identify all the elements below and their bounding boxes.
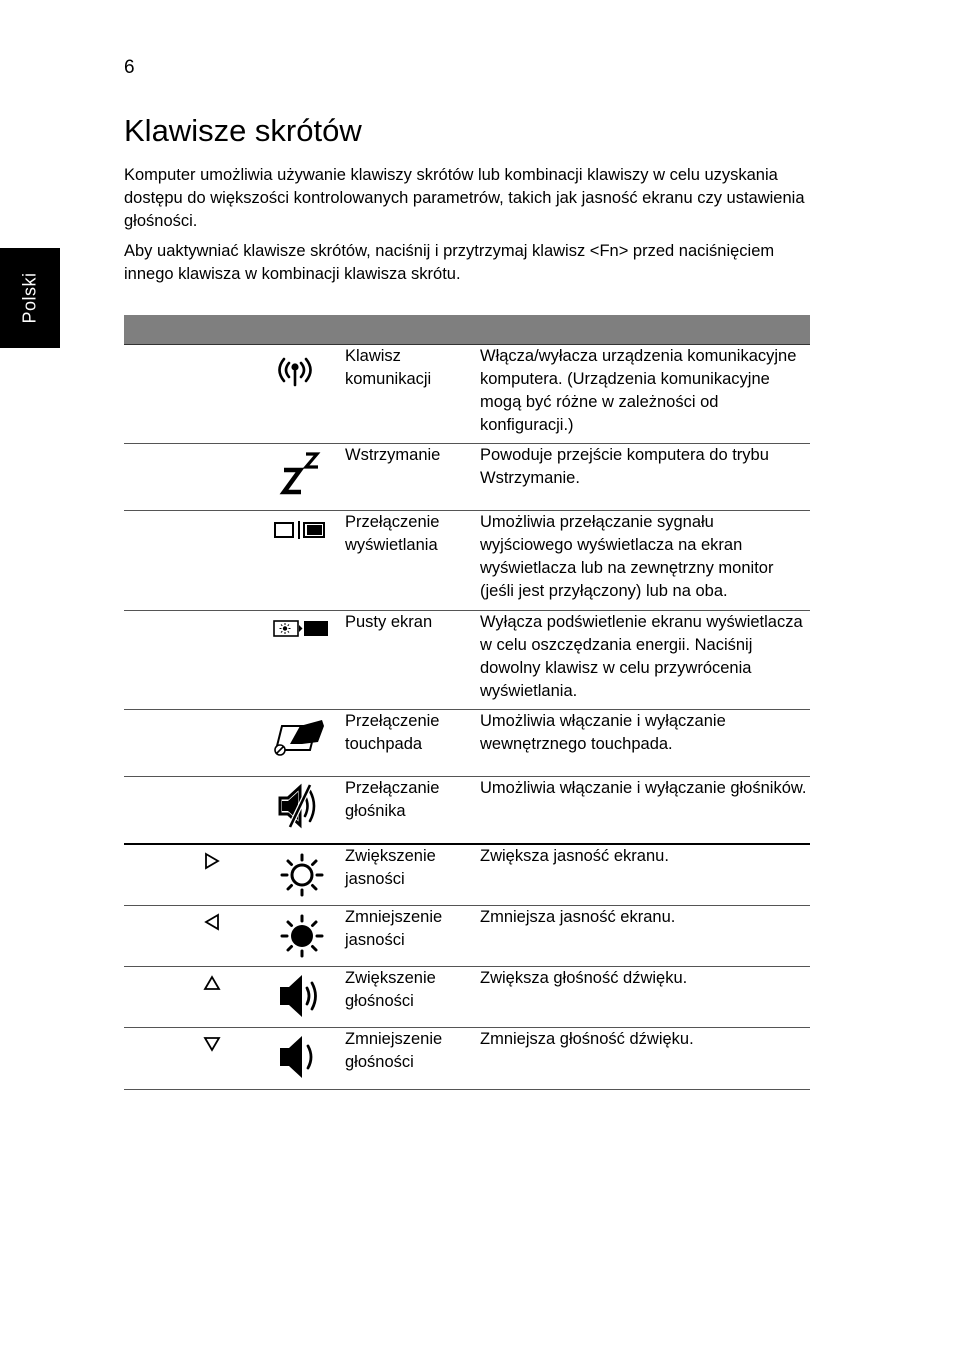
arrow-left-key-icon — [202, 912, 222, 932]
table-row — [124, 444, 810, 511]
function-description: Zwiększa jasność ekranu. — [480, 847, 669, 865]
wireless-icon — [272, 349, 328, 399]
table-row — [124, 777, 810, 845]
function-name: Zmniejszenie głośności — [345, 1030, 443, 1071]
function-name: Zwiększenie głośności — [345, 969, 436, 1010]
function-description: Zwiększa głośność dźwięku. — [480, 969, 688, 987]
function-description: Zmniejsza jasność ekranu. — [480, 908, 676, 926]
function-description: Wyłącza podświetlenie ekranu wyświetlacza w celu oszczędzania energii. Naciśnij dowolny klawisz w celu przywrócenia wyświetlania. — [480, 613, 803, 700]
display-toggle-icon — [272, 515, 328, 565]
page-title: Klawisze skrótów — [124, 113, 362, 148]
page-number: 6 — [124, 57, 135, 78]
function-name: Wstrzymanie — [345, 446, 441, 464]
volume-down-icon — [272, 1032, 328, 1082]
volume-up-icon — [272, 971, 328, 1021]
touchpad-toggle-icon — [272, 714, 328, 764]
instruction-paragraph: Aby uaktywniać klawisze skrótów, naciśnij i przytrzymaj klawisz <Fn> przed naciśnięciem innego klawisza w kombinacji klawisza skrótu. — [124, 242, 775, 283]
function-description: Włącza/wyłacza urządzenia komunikacyjne komputera. (Urządzenia komunikacyjne mogą być różne w zależności od konfiguracji.) — [480, 347, 797, 434]
function-name: Przełączenie wyświetlania — [345, 513, 440, 554]
blank-screen-icon — [272, 615, 328, 665]
intro-paragraph: Komputer umożliwia używanie klawiszy skrótów lub kombinacji klawiszy w celu uzyskania dostępu do większości kontrolowanych parametrów, takich jak jasność ekranu czy ustawienia głośności. — [124, 166, 805, 230]
hotkey-table — [124, 315, 810, 1090]
function-name: Przełączenie touchpada — [345, 712, 440, 753]
function-name: Zwiększenie jasności — [345, 847, 436, 888]
table-row — [124, 967, 810, 1028]
arrow-down-key-icon — [202, 1034, 222, 1054]
table-row — [124, 511, 810, 611]
function-description: Umożliwia przełączanie sygnału wyjściowego wyświetlacza na ekran wyświetlacza lub na zewnętrzny monitor (jeśli jest przyłączony) lub na oba. — [480, 513, 774, 600]
function-description: Zmniejsza głośność dźwięku. — [480, 1030, 694, 1048]
function-description: Powoduje przejście komputera do trybu Wstrzymanie. — [480, 446, 769, 487]
table-row — [124, 1028, 810, 1090]
table-row — [124, 845, 810, 906]
table-row — [124, 611, 810, 710]
function-name: Zmniejszenie jasności — [345, 908, 443, 949]
table-row — [124, 906, 810, 967]
table-row — [124, 710, 810, 777]
function-description: Umożliwia włączanie i wyłączanie wewnętrznego touchpada. — [480, 712, 726, 753]
arrow-right-key-icon — [202, 851, 222, 871]
function-name: Przełączanie głośnika — [345, 779, 440, 820]
language-tab — [0, 248, 60, 348]
speaker-mute-icon — [272, 781, 328, 831]
brightness-up-icon — [272, 849, 328, 899]
language-tab-label: Polski — [19, 272, 40, 324]
function-name: Klawisz komunikacji — [345, 347, 432, 388]
table-header — [124, 315, 810, 345]
function-name: Pusty ekran — [345, 613, 433, 631]
sleep-icon — [272, 448, 328, 498]
brightness-down-icon — [272, 910, 328, 960]
arrow-up-key-icon — [202, 973, 222, 993]
function-description: Umożliwia włączanie i wyłączanie głośników. — [480, 779, 807, 797]
table-row — [124, 345, 810, 444]
